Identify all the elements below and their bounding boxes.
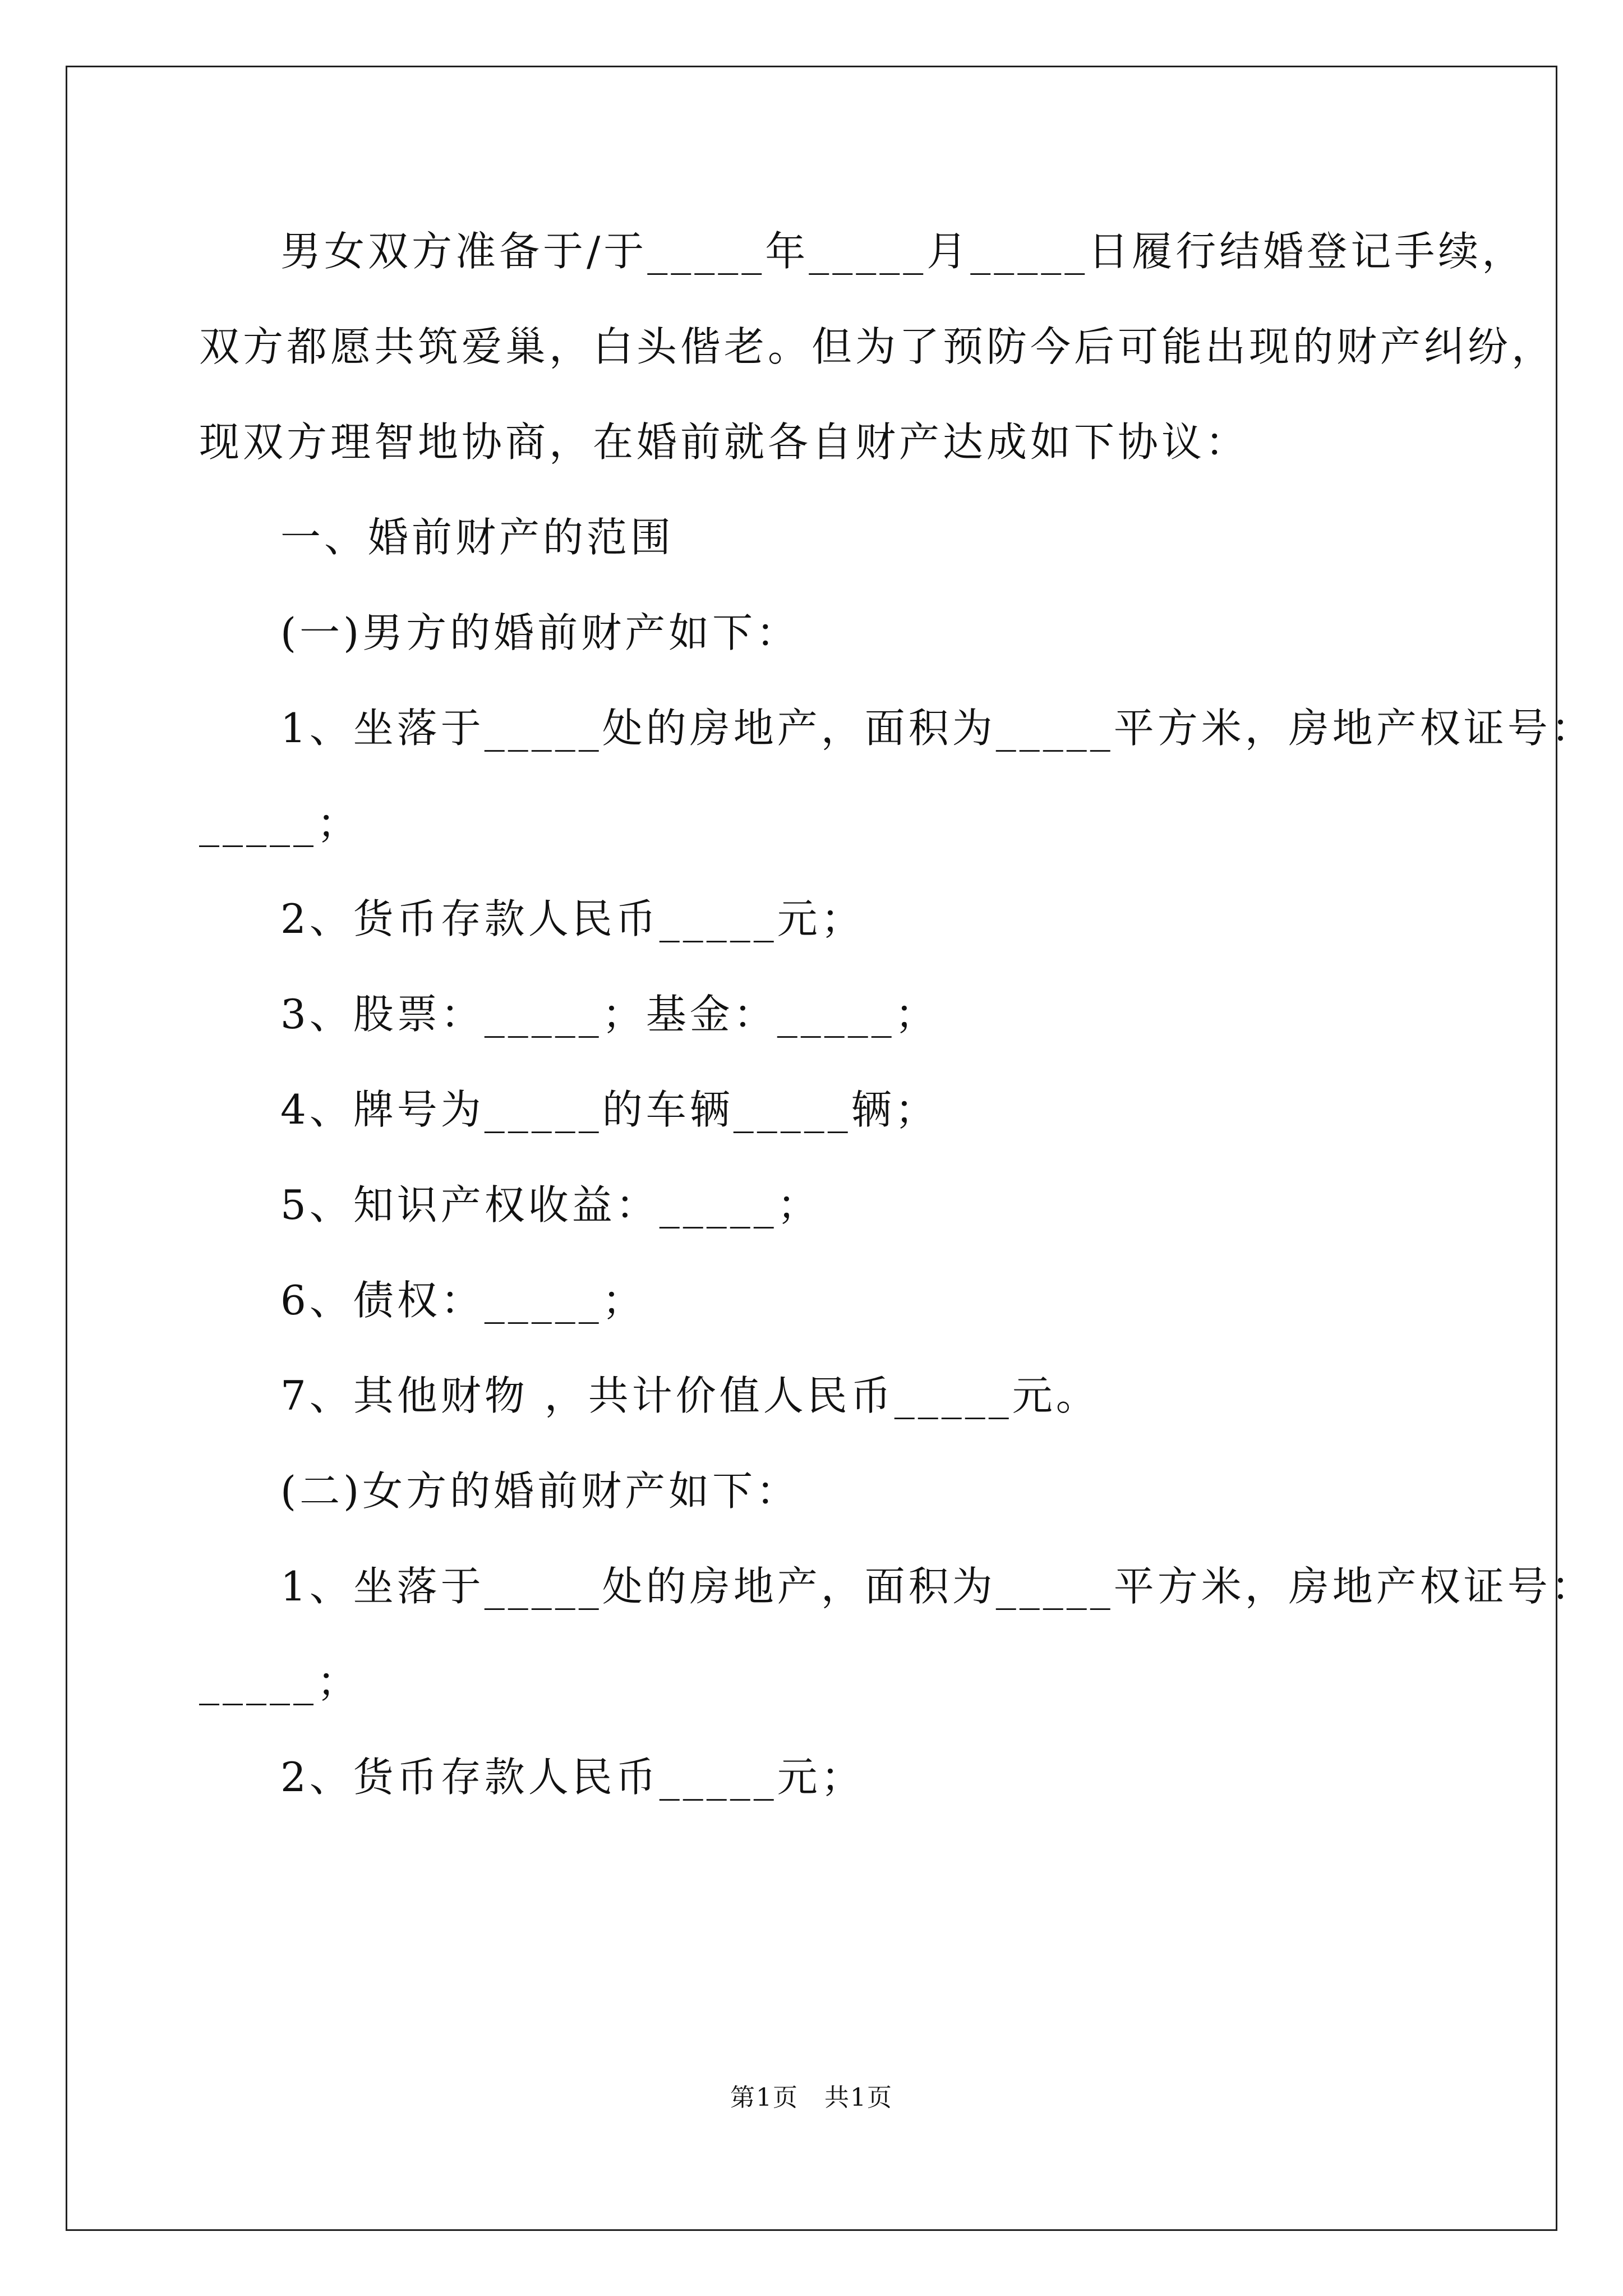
male-item-7: 7、其他财物 ，共计价值人民币_____元。	[280, 1372, 1100, 1419]
section-heading-1: 一、婚前财产的范围	[280, 514, 675, 561]
subsection-heading-female: (二)女方的婚前财产如下：	[280, 1467, 800, 1515]
paragraph-line-2: 双方都愿共筑爱巢，白头偕老。但为了预防今后可能出现的财产纠纷，	[199, 323, 1556, 370]
paragraph-line-1: 男女双方准备于/于_____年_____月_____日履行结婚登记手续，	[280, 228, 1526, 275]
male-item-1-continued: _____；	[199, 800, 361, 847]
male-item-3: 3、股票：_____；基金：_____；	[280, 991, 939, 1038]
female-item-2: 2、货币存款人民币_____元；	[280, 1754, 865, 1801]
male-item-6: 6、债权：_____；	[280, 1277, 646, 1324]
female-item-1-continued: _____；	[199, 1658, 361, 1705]
paragraph-line-3: 现双方理智地协商，在婚前就各自财产达成如下协议：	[199, 418, 1249, 466]
page-frame	[66, 66, 1557, 2231]
male-item-4: 4、牌号为_____的车辆_____辆；	[280, 1086, 939, 1133]
page-footer: 第1页 共1页	[730, 2083, 893, 2112]
subsection-heading-male: (一)男方的婚前财产如下：	[280, 609, 800, 656]
male-item-1: 1、坐落于_____处的房地产，面积为_____平方米，房地产权证号：	[280, 705, 1595, 752]
male-item-5: 5、知识产权收益：_____；	[280, 1181, 821, 1228]
female-item-1: 1、坐落于_____处的房地产，面积为_____平方米，房地产权证号：	[280, 1563, 1595, 1610]
male-item-2: 2、货币存款人民币_____元；	[280, 895, 865, 942]
